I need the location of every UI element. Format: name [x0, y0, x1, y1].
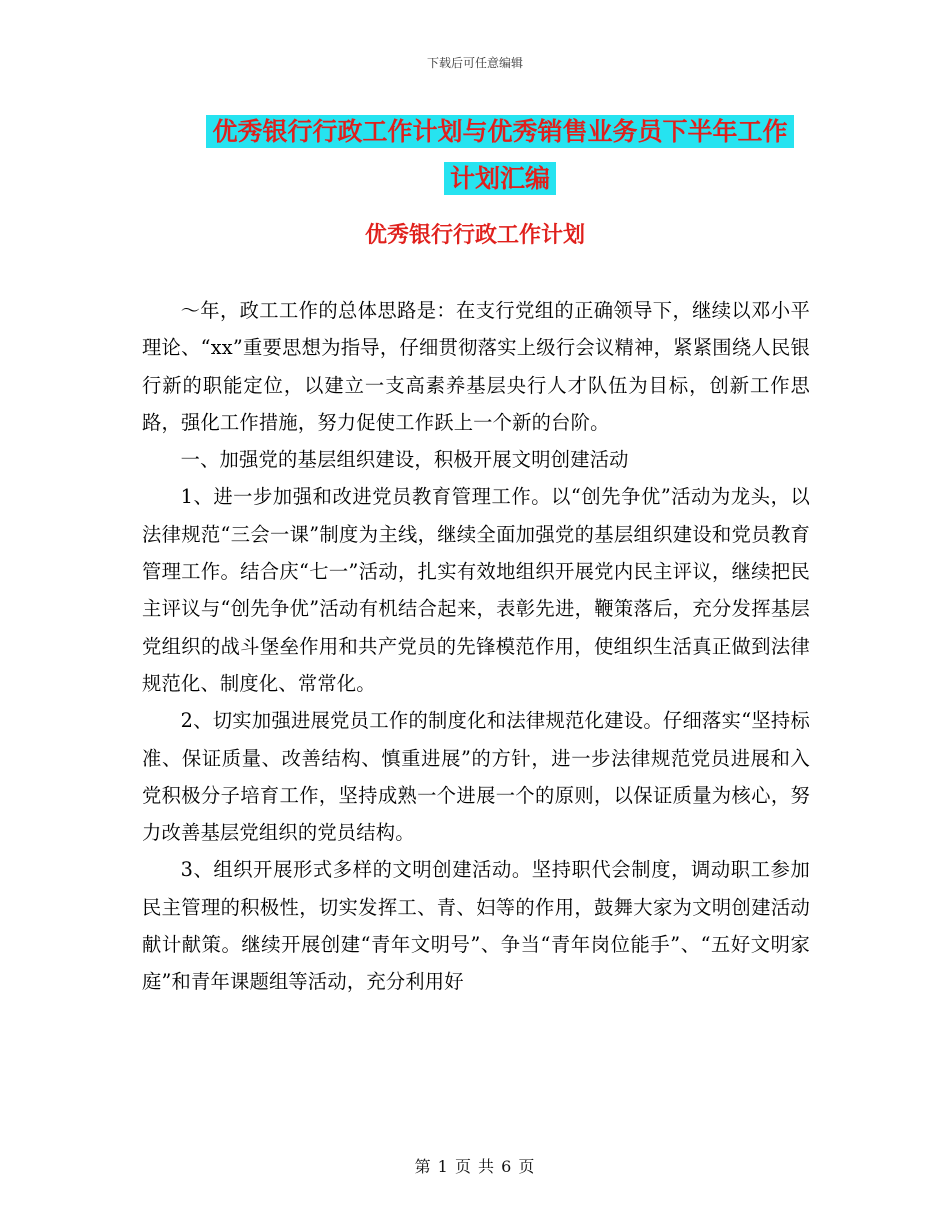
paragraph: 2、切实加强进展党员工作的制度化和法律规范化建设。仔细落实“坚持标准、保证质量、改善结构、慎重进展”的方针，进一步法律规范党员进展和入党积极分子培育工作，坚持成熟一个进展一个的原则，以保证质量为核心，努力改善基层党组织的党员结构。 — [142, 709, 810, 845]
paragraph: 1、进一步加强和改进党员教育管理工作。以“创先争优”活动为龙头，以法律规范“三会一课”制度为主线，继续全面加强党的基层组织建设和党员教育管理工作。结合庆“七一”活动，扎实有效地组织开展党内民主评议，继续把民主评议与“创先争优”活动有机结合起来，表彰先进，鞭策落后，充分发挥基层党组织的战斗堡垒作用和共产党员的先锋模范作用，使组织生活真正做到法律规范化、制度化、常常化。 — [142, 485, 810, 695]
paragraph: 一、加强党的基层组织建设，积极开展文明创建活动 — [180, 448, 629, 472]
section-title: 优秀银行行政工作计划 — [364, 222, 585, 248]
paragraph: ～年，政工工作的总体思路是：在支行党组的正确领导下，继续以邓小平理论、“xx”重要思想为指导，仔细贯彻落实上级行会议精神，紧紧围绕人民银行新的职能定位，以建立一支高素养基层央行人才队伍为目标，创新工作思路，强化工作措施，努力促使工作跃上一个新的台阶。 — [142, 299, 810, 434]
title-line-1: 优秀银行行政工作计划与优秀销售业务员下半年工作 — [206, 115, 793, 148]
page-footer: 第 1 页 共 6 页 — [414, 1157, 536, 1176]
document-title — [180, 108, 820, 202]
title-line-2: 计划汇编 — [444, 162, 556, 195]
paragraph: 3、组织开展形式多样的文明创建活动。坚持职代会制度，调动职工参加民主管理的积极性，切实发挥工、青、妇等的作用，鼓舞大家为文明创建活动献计献策。继续开展创建“青年文明号”、争当“青年岗位能手”、“五好文明家庭”和青年课题组等活动，充分利用好 — [142, 858, 810, 994]
body-text — [142, 292, 810, 1001]
header-note: 下载后可任意编辑 — [426, 56, 523, 70]
